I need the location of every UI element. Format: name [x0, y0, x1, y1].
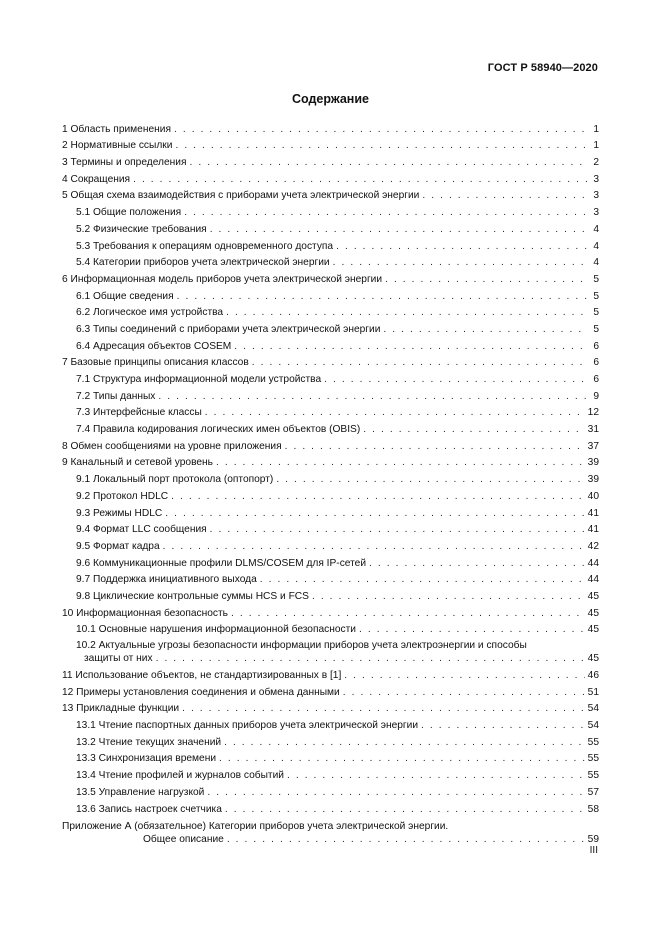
toc-after-entries [62, 665, 599, 815]
toc-entry-page: 4 [593, 257, 599, 269]
toc-entry-page: 6 [593, 374, 599, 385]
toc-dot-leader [216, 457, 585, 469]
toc-entry-line2 [76, 652, 599, 665]
toc-entry-title: 9.8 Циклические контрольные суммы HCS и FCS [76, 590, 309, 602]
toc-entry-title: 4 Сокращения [62, 173, 131, 185]
toc-entry-page: 42 [587, 540, 599, 552]
toc-entry-title: 13.3 Синхронизация времени [76, 753, 217, 765]
toc-dot-leader [210, 224, 588, 236]
toc-entry-title: 8 Обмен сообщениями на уровне приложения [62, 440, 282, 452]
toc-entry-page: 57 [587, 786, 599, 798]
toc-entry-title: 5.3 Требования к операциям одновременного доступа [76, 240, 334, 252]
toc-dot-leader [182, 703, 585, 715]
toc-entry-page: 5 [593, 323, 599, 335]
toc-entry[interactable] [62, 536, 599, 553]
toc-entry[interactable] [62, 319, 599, 336]
toc-entry-title: 13.6 Запись настроек счетчика [76, 803, 222, 815]
toc-dot-leader [156, 653, 585, 665]
toc-dot-leader [344, 670, 584, 682]
toc-entry-page: 1 [593, 140, 599, 152]
toc-entry[interactable] [62, 520, 599, 537]
toc-entry[interactable] [62, 782, 599, 799]
toc-dot-leader [252, 357, 588, 369]
toc-entry-page: 3 [593, 207, 599, 219]
toc-entry-title: 6.2 Логическое имя устройства [76, 307, 224, 319]
toc-entry-page: 44 [587, 557, 599, 569]
toc-dot-leader [343, 687, 585, 699]
toc-entry-title: 6.4 Адресация объектов COSEM [76, 340, 232, 352]
toc-entry-page: 3 [593, 190, 599, 202]
toc-entry-page: 55 [587, 770, 599, 782]
toc-dot-leader [219, 753, 585, 765]
toc-dot-leader [383, 324, 588, 336]
toc-entry-title: 6 Информационная модель приборов учета электрической энергии [62, 273, 383, 285]
toc-entry-page: 44 [587, 574, 599, 586]
toc-dot-leader [171, 491, 584, 503]
toc-entry-page: 6 [593, 340, 599, 352]
toc-entry[interactable] [62, 136, 599, 153]
toc-dot-leader [210, 524, 585, 536]
toc-entry-title: 10.1 Основные нарушения информационной безопасности [76, 624, 356, 636]
toc-dot-leader [359, 624, 585, 636]
toc-entry[interactable] [62, 336, 599, 353]
toc-dot-leader [324, 374, 588, 386]
toc-entry[interactable] [62, 486, 599, 503]
toc-entry[interactable] [62, 682, 599, 699]
toc-entry[interactable] [62, 469, 599, 486]
toc-entry-page: 3 [593, 173, 599, 185]
toc-entry-title-line2: защиты от них [84, 653, 153, 665]
toc-dot-leader [163, 541, 585, 553]
toc-entry-title: 7.2 Типы данных [76, 390, 156, 402]
toc-entry[interactable] [62, 749, 599, 766]
toc-entry-title: 9.1 Локальный порт протокола (оптопорт) [76, 474, 274, 486]
toc-entry-title: 9 Канальный и сетевой уровень [62, 457, 213, 469]
toc-dot-leader [231, 608, 585, 620]
toc-entry-title: 5.2 Физические требования [76, 223, 207, 235]
toc-dot-leader [333, 257, 588, 269]
toc-dot-leader [369, 558, 585, 570]
toc-entry[interactable] [62, 202, 599, 219]
toc-entry-page: 39 [587, 474, 599, 486]
toc-entry[interactable] [62, 453, 599, 470]
toc-entry[interactable] [62, 765, 599, 782]
toc-dot-leader [385, 274, 588, 286]
toc-entry-title: 9.3 Режимы HDLC [76, 507, 163, 519]
toc-entry[interactable] [62, 665, 599, 682]
toc-main-entries [62, 119, 599, 636]
toc-entry[interactable] [62, 503, 599, 520]
toc-entry-page: 41 [587, 507, 599, 519]
toc-entry[interactable] [62, 715, 599, 732]
toc-entry-page: 45 [587, 607, 599, 619]
toc-dot-leader [336, 241, 588, 253]
toc-entry-title: 7.3 Интерфейсные классы [76, 407, 202, 419]
toc-entry[interactable] [62, 186, 599, 203]
toc-dot-leader [165, 508, 584, 520]
toc-dot-leader [133, 174, 588, 186]
toc-entry-title: 9.7 Поддержка инициативного выхода [76, 574, 257, 586]
toc-entry-title: 2 Нормативные ссылки [62, 140, 173, 152]
toc-entry[interactable] [62, 369, 599, 386]
toc-entry[interactable] [62, 586, 599, 603]
toc-entry[interactable] [62, 169, 599, 186]
toc-entry-page: 5 [593, 307, 599, 319]
toc-dot-leader [234, 341, 588, 353]
toc-entry-page: 55 [587, 736, 599, 748]
toc-entry[interactable] [62, 620, 599, 637]
toc-entry-title: 13.1 Чтение паспортных данных приборов учета электрической энергии [76, 720, 419, 732]
toc-entry[interactable] [62, 253, 599, 270]
toc-entry-title: 13.2 Чтение текущих значений [76, 736, 222, 748]
toc-entry[interactable] [62, 603, 599, 620]
toc-entry-page: 58 [587, 803, 599, 815]
toc-entry-multiline[interactable] [62, 636, 599, 665]
toc-entry-page: 54 [587, 703, 599, 715]
toc-entry-page: 40 [587, 490, 599, 502]
toc-dot-leader [175, 140, 588, 152]
toc-entry-title: 10 Информационная безопасность [62, 607, 228, 619]
toc-entry[interactable] [62, 236, 599, 253]
toc-entry[interactable] [62, 570, 599, 587]
toc-entry[interactable] [62, 386, 599, 403]
annex-page: 59 [587, 833, 599, 845]
toc-dot-leader [207, 787, 584, 799]
toc-dot-leader [422, 190, 588, 202]
toc-dot-leader [225, 804, 585, 816]
toc-dot-leader [421, 720, 585, 732]
toc-entry-title: 5.4 Категории приборов учета электрической энергии [76, 257, 330, 269]
toc-entry-title-line1: 10.2 Актуальные угрозы безопасности информации приборов учета электроэнергии и способы [76, 640, 527, 652]
toc-entry-page: 4 [593, 240, 599, 252]
toc-entry-page: 45 [587, 624, 599, 636]
toc-entry[interactable] [62, 799, 599, 816]
toc-entry-page: 41 [587, 524, 599, 536]
toc-entry-title: 13 Прикладные функции [62, 703, 180, 715]
toc-entry[interactable] [62, 699, 599, 716]
toc-entry-page: 5 [593, 290, 599, 302]
toc-dot-leader [184, 207, 588, 219]
page-number: III [589, 845, 598, 856]
toc-entry-title: 7.1 Структура информационной модели устройства [76, 374, 322, 385]
toc-entry[interactable] [62, 436, 599, 453]
toc-entry-title: 1 Область применения [62, 123, 171, 135]
toc-entry-page: 54 [587, 720, 599, 732]
toc-dot-leader [158, 391, 588, 403]
toc-entry-page: 4 [593, 223, 599, 235]
toc-entry-title: 3 Термины и определения [62, 157, 187, 169]
annex-line2 [62, 833, 599, 846]
toc-entry-page: 31 [587, 424, 599, 436]
toc-entry-annex[interactable] [62, 816, 599, 846]
toc-dot-leader [226, 307, 588, 319]
toc-dot-leader [224, 737, 585, 749]
toc-dot-leader [287, 770, 585, 782]
toc-dot-leader [276, 474, 584, 486]
toc-entry-title: 9.2 Протокол HDLC [76, 490, 169, 502]
toc-entry[interactable] [62, 553, 599, 570]
toc-entry-title: 9.5 Формат кадра [76, 540, 160, 552]
toc-title: Содержание [291, 92, 369, 106]
toc-dot-leader [205, 407, 585, 419]
toc-entry[interactable] [62, 269, 599, 286]
toc-dot-leader [227, 834, 585, 846]
toc-entry[interactable] [62, 219, 599, 236]
toc-entry[interactable] [62, 119, 599, 136]
toc-entry[interactable] [62, 419, 599, 436]
toc-dot-leader [312, 591, 585, 603]
toc-entry-page: 1 [593, 123, 599, 135]
toc-dot-leader [285, 441, 585, 453]
toc-entry-page: 45 [587, 590, 599, 602]
toc-entry-title: 11 Использование объектов, не стандартизированных в [1] [62, 670, 342, 681]
toc-entry[interactable] [62, 303, 599, 320]
toc-entry-title: 9.6 Коммуникационные профили DLMS/COSEM для IP-сетей [76, 557, 367, 569]
toc-entry[interactable] [62, 152, 599, 169]
toc-entry-page: 2 [593, 157, 599, 169]
toc-entry-title: 5.1 Общие положения [76, 207, 182, 219]
toc-entry-page: 9 [593, 390, 599, 402]
toc-entry-page: 6 [593, 357, 599, 369]
toc-dot-leader [363, 424, 584, 436]
annex-title-line2: Общее описание [143, 833, 224, 845]
toc-dot-leader [174, 124, 588, 136]
toc-entry-page: 46 [587, 670, 599, 681]
toc-entry-title: 6.3 Типы соединений с приборами учета электрической энергии [76, 323, 381, 335]
toc-entry-page: 37 [587, 440, 599, 452]
table-of-contents [62, 119, 599, 846]
toc-dot-leader [189, 157, 588, 169]
toc-entry-page: 5 [593, 273, 599, 285]
toc-entry-page: 12 [587, 407, 599, 419]
toc-entry-title: 9.4 Формат LLC сообщения [76, 524, 207, 536]
toc-entry-page: 51 [587, 686, 599, 698]
document-code: ГОСТ Р 58940—2020 [487, 62, 598, 74]
toc-dot-leader [177, 291, 588, 303]
toc-entry-title: 7.4 Правила кодирования логических имен объектов (OBIS) [76, 424, 361, 436]
toc-entry-title: 13.5 Управление нагрузкой [76, 786, 205, 798]
toc-entry-page: 55 [587, 753, 599, 765]
toc-entry-title: 5 Общая схема взаимодействия с приборами учета электрической энергии [62, 190, 420, 202]
toc-entry[interactable] [62, 403, 599, 420]
annex-title-line1: Приложение А (обязательное) Категории приборов учета электрической энергии. [62, 820, 449, 832]
toc-entry[interactable] [62, 353, 599, 370]
toc-entry-page: 39 [587, 457, 599, 469]
toc-entry[interactable] [62, 286, 599, 303]
toc-dot-leader [260, 574, 585, 586]
toc-entry-title: 12 Примеры установления соединения и обмена данными [62, 686, 340, 698]
toc-entry-title: 7 Базовые принципы описания классов [62, 357, 249, 369]
toc-entry-page: 45 [587, 653, 599, 665]
toc-entry-title: 6.1 Общие сведения [76, 290, 174, 302]
toc-entry[interactable] [62, 732, 599, 749]
toc-entry-title: 13.4 Чтение профилей и журналов событий [76, 770, 284, 782]
